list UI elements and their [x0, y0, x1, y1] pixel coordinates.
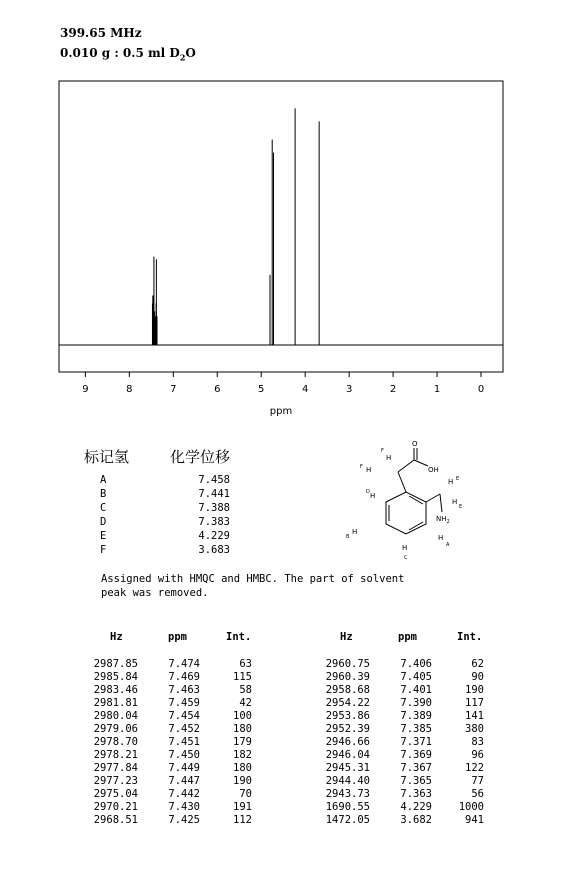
int-cell: 190 — [233, 775, 252, 787]
h-atom-f1: H — [386, 454, 392, 462]
ppm-cell: 7.459 — [168, 697, 200, 709]
tag-c: C — [404, 555, 408, 561]
assign-header-shift: 化学位移 — [170, 448, 231, 466]
assignment-shift: 7.383 — [198, 516, 230, 528]
table-header-hz-right: Hz — [340, 631, 353, 643]
tag-e2: E — [459, 504, 463, 510]
hz-cell: 2978.21 — [93, 749, 138, 761]
x-tick-label: 4 — [301, 384, 309, 395]
ppm-cell: 7.425 — [168, 814, 200, 826]
int-cell: 56 — [471, 788, 484, 800]
int-cell: 179 — [233, 736, 252, 748]
ppm-cell: 7.454 — [168, 710, 200, 722]
ppm-cell: 7.452 — [168, 723, 200, 735]
assignment-label: E — [100, 530, 107, 542]
assignment-label: D — [100, 516, 107, 528]
table-row — [312, 762, 502, 775]
h-atom-b: H — [352, 528, 358, 536]
benzene-ring — [386, 492, 426, 534]
table-row — [80, 762, 270, 775]
ppm-cell: 7.469 — [168, 671, 200, 683]
assign-header-label: 标记氢 — [84, 448, 130, 466]
h-atom-d: H — [370, 492, 376, 500]
int-cell: 190 — [465, 684, 484, 696]
assignment-label: A — [100, 474, 107, 486]
assignment-row — [100, 516, 230, 530]
hz-cell: 1690.55 — [325, 801, 370, 813]
tag-e1: E — [456, 476, 460, 482]
x-tick-label: 5 — [258, 384, 265, 395]
ppm-cell: 7.367 — [400, 762, 432, 774]
ppm-cell: 7.447 — [168, 775, 200, 787]
tag-b: B — [346, 534, 350, 540]
ppm-cell: 7.365 — [400, 775, 432, 787]
ppm-cell: 7.430 — [168, 801, 200, 813]
int-cell: 117 — [465, 697, 484, 709]
table-row — [80, 697, 270, 710]
hz-cell: 2946.66 — [325, 736, 370, 748]
int-cell: 63 — [239, 658, 252, 670]
int-cell: 941 — [465, 814, 484, 826]
note-line-1: Assigned with HMQC and HMBC. The part of solvent — [101, 573, 405, 585]
int-cell: 141 — [465, 710, 484, 722]
bond — [414, 460, 428, 466]
assignment-shift: 3.683 — [198, 544, 230, 556]
table-row — [312, 697, 502, 710]
table-row — [312, 814, 502, 827]
hz-cell: 2943.73 — [325, 788, 370, 800]
table-header-int-right: Int. — [457, 631, 483, 643]
hydroxyl-label: OH — [428, 466, 439, 474]
hz-cell: 2958.68 — [325, 684, 370, 696]
int-cell: 96 — [471, 749, 484, 761]
table-row — [312, 775, 502, 788]
assignment-row — [100, 544, 230, 558]
table-row — [312, 723, 502, 736]
ppm-cell: 7.442 — [168, 788, 200, 800]
table-header-ppm-left: ppm — [168, 631, 187, 643]
assignment-shift: 7.441 — [198, 488, 230, 500]
int-cell: 77 — [471, 775, 484, 787]
x-tick-label: 2 — [389, 384, 397, 395]
x-axis-label: ppm — [269, 406, 293, 417]
assignment-shift: 7.458 — [198, 474, 230, 486]
bond — [398, 472, 406, 492]
table-header-int-left: Int. — [226, 631, 252, 643]
x-tick-label: 6 — [214, 384, 221, 395]
molecule-structure — [330, 436, 530, 566]
hz-cell: 2978.70 — [93, 736, 138, 748]
ppm-cell: 7.390 — [400, 697, 432, 709]
amine-label: $NH_2$ — [436, 515, 450, 525]
x-tick-label: 1 — [433, 384, 441, 395]
hz-cell: 2985.84 — [93, 671, 138, 683]
table-row — [80, 710, 270, 723]
hz-cell: 2960.75 — [325, 658, 370, 670]
hz-cell: 2977.23 — [93, 775, 138, 787]
hz-cell: 1472.05 — [325, 814, 370, 826]
table-row — [80, 749, 270, 762]
table-row — [312, 749, 502, 762]
table-row — [80, 736, 270, 749]
hz-cell: 2954.22 — [325, 697, 370, 709]
table-row — [312, 671, 502, 684]
assignment-note — [101, 572, 404, 600]
int-cell: 90 — [471, 671, 484, 683]
hz-cell: 2960.39 — [325, 671, 370, 683]
hz-cell: 2983.46 — [93, 684, 138, 696]
table-row — [312, 684, 502, 697]
h-atom-e1: H — [448, 478, 454, 486]
sample-suffix: O — [185, 46, 196, 60]
hz-cell: 2968.51 — [93, 814, 138, 826]
ppm-cell: 7.369 — [400, 749, 432, 761]
table-row — [80, 814, 270, 827]
hz-cell: 2946.04 — [325, 749, 370, 761]
h-atom-f2: H — [366, 466, 372, 474]
assignment-shift: 4.229 — [198, 530, 230, 542]
table-header-ppm-right: ppm — [398, 631, 417, 643]
hz-cell: 2980.04 — [93, 710, 138, 722]
x-tick-label: 0 — [477, 384, 485, 395]
hz-cell: 2952.39 — [325, 723, 370, 735]
ppm-cell: 7.401 — [400, 684, 432, 696]
hz-cell: 2945.31 — [325, 762, 370, 774]
ppm-cell: 7.450 — [168, 749, 200, 761]
int-cell: 182 — [233, 749, 252, 761]
int-cell: 122 — [465, 762, 484, 774]
hz-cell: 2987.85 — [93, 658, 138, 670]
assignment-row — [100, 530, 230, 544]
table-row — [312, 658, 502, 671]
assignment-row — [100, 488, 230, 502]
int-cell: 380 — [465, 723, 484, 735]
int-cell: 42 — [239, 697, 252, 709]
int-cell: 58 — [239, 684, 252, 696]
frequency-label: 399.65 MHz — [60, 26, 142, 40]
ppm-cell: 7.451 — [168, 736, 200, 748]
table-row — [312, 736, 502, 749]
table-row — [312, 801, 502, 814]
hz-cell: 2970.21 — [93, 801, 138, 813]
hz-cell: 2953.86 — [325, 710, 370, 722]
ppm-cell: 7.363 — [400, 788, 432, 800]
table-row — [80, 671, 270, 684]
table-row — [80, 775, 270, 788]
int-cell: 180 — [233, 723, 252, 735]
hz-cell: 2981.81 — [93, 697, 138, 709]
int-cell: 112 — [233, 814, 252, 826]
h-atom-c: H — [402, 544, 408, 552]
hz-cell: 2977.84 — [93, 762, 138, 774]
bond — [440, 494, 442, 512]
table-row — [80, 658, 270, 671]
int-cell: 100 — [233, 710, 252, 722]
assignment-shift: 7.388 — [198, 502, 230, 514]
h-atom-e2: H — [452, 498, 458, 506]
table-header-hz-left: Hz — [110, 631, 123, 643]
hz-cell: 2979.06 — [93, 723, 138, 735]
hz-cell: 2944.40 — [325, 775, 370, 787]
int-cell: 62 — [471, 658, 484, 670]
oxygen-label: O — [412, 440, 418, 448]
ppm-cell: 7.474 — [168, 658, 200, 670]
ppm-cell: 7.463 — [168, 684, 200, 696]
table-row — [80, 684, 270, 697]
table-row — [80, 723, 270, 736]
x-ticks-group — [82, 372, 484, 395]
sample-subscript: 2 — [179, 52, 186, 63]
tag-f1: F — [381, 448, 384, 454]
ppm-cell: 3.682 — [400, 814, 432, 826]
x-tick-label: 8 — [126, 384, 133, 395]
assignment-label: C — [100, 502, 107, 514]
h-atom-a: H — [438, 534, 444, 542]
assignment-row — [100, 474, 230, 488]
ppm-cell: 4.229 — [400, 801, 432, 813]
int-cell: 180 — [233, 762, 252, 774]
assignment-row — [100, 502, 230, 516]
table-row — [312, 788, 502, 801]
tag-f2: F — [360, 464, 363, 470]
ppm-cell: 7.385 — [400, 723, 432, 735]
int-cell: 191 — [233, 801, 252, 813]
int-cell: 83 — [471, 736, 484, 748]
ppm-cell: 7.405 — [400, 671, 432, 683]
plot-frame — [59, 81, 503, 372]
bond — [426, 494, 440, 502]
hz-cell: 2975.04 — [93, 788, 138, 800]
note-line-2: peak was removed. — [101, 587, 209, 599]
int-cell: 70 — [239, 788, 252, 800]
bond — [398, 460, 414, 472]
int-cell: 1000 — [458, 801, 484, 813]
ppm-cell: 7.371 — [400, 736, 432, 748]
tag-a: A — [446, 542, 450, 548]
table-row — [312, 710, 502, 723]
x-tick-label: 3 — [345, 384, 353, 395]
sample-prefix: 0.010 g : 0.5 ml D — [60, 46, 180, 60]
x-tick-label: 9 — [82, 384, 89, 395]
peaks-group — [152, 108, 319, 345]
ppm-cell: 7.389 — [400, 710, 432, 722]
table-row — [80, 788, 270, 801]
tag-d: D — [366, 489, 370, 495]
table-row — [80, 801, 270, 814]
assignment-label: B — [100, 488, 107, 500]
assignment-label: F — [100, 544, 107, 556]
ppm-cell: 7.406 — [400, 658, 432, 670]
nmr-spectrum-chart — [0, 0, 570, 430]
x-tick-label: 7 — [170, 384, 177, 395]
int-cell: 115 — [233, 671, 252, 683]
ppm-cell: 7.449 — [168, 762, 200, 774]
